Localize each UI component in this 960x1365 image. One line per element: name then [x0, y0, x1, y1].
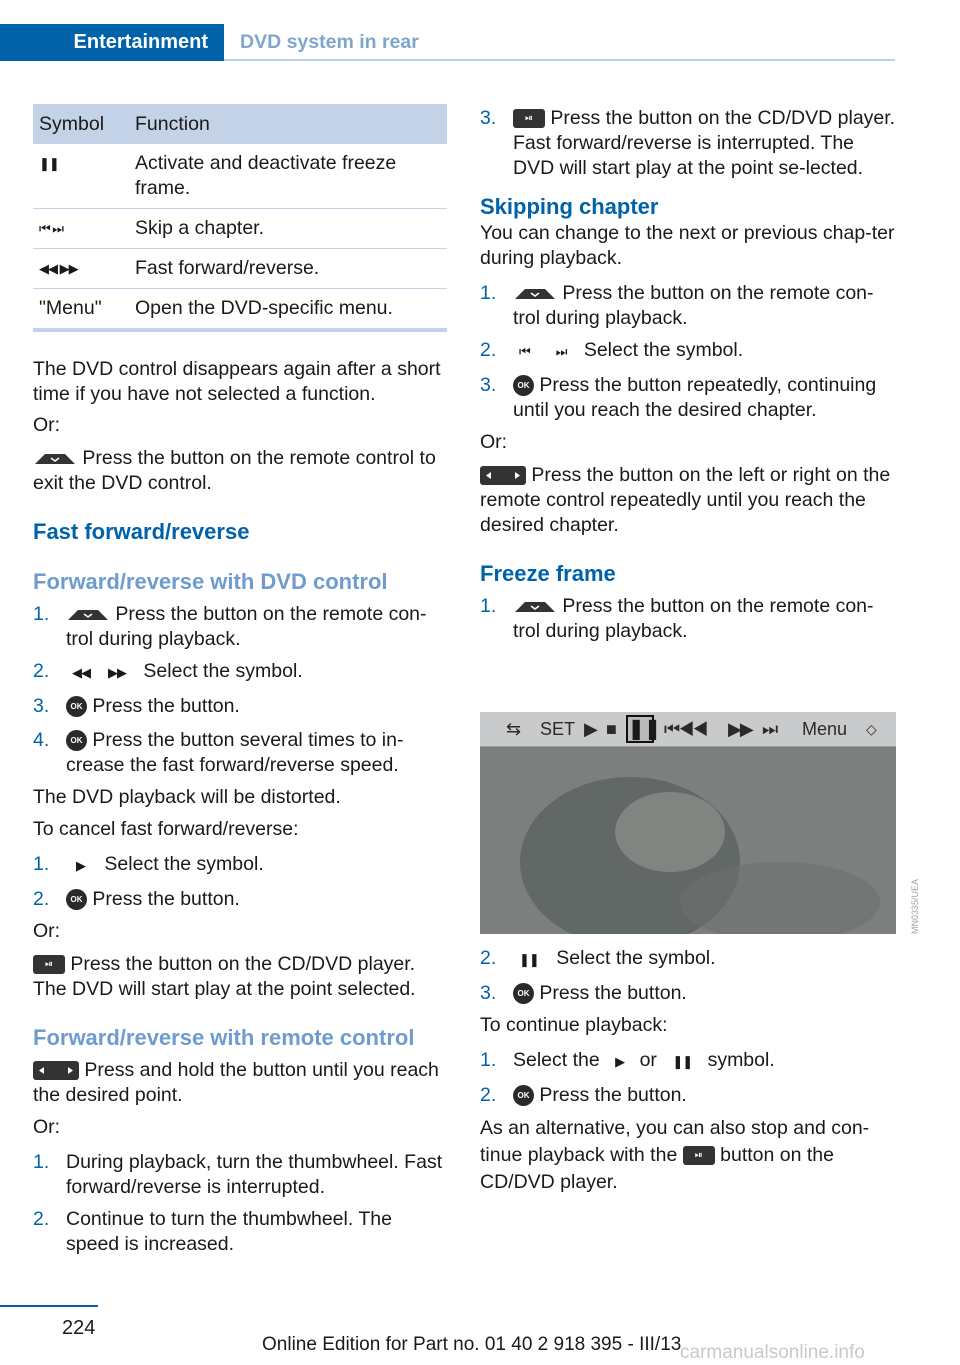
play-pause-button-icon: ⏯: [513, 109, 545, 128]
fast-forward-icon: ▶▶: [728, 719, 752, 739]
list-item-text: symbol.: [707, 1049, 775, 1071]
paragraph-text: Press and hold the button until you reach the desired point.: [33, 1059, 439, 1106]
header-rule: [224, 59, 895, 61]
list-item: 1. Press the button on the remote con‐trol during playback.: [480, 595, 874, 642]
list-item-text: Press the button repeatedly, continuing until you reach the desired chapter.: [513, 374, 877, 421]
list-item: 1. Press the button on the remote con‐trol during playback.: [33, 603, 427, 650]
ok-button-icon: OK: [513, 375, 534, 396]
list-item-text: Press the button.: [539, 1084, 687, 1106]
page-header: [0, 24, 895, 61]
site-watermark: carmanualsonline.info: [680, 1342, 865, 1363]
table-cell: Fast forward/reverse.: [129, 249, 447, 289]
menu-button-icon: [513, 287, 557, 301]
or-text: Or:: [33, 414, 61, 436]
freeze-frame-icon: ❚❚: [33, 144, 129, 209]
left-right-button-icon: [33, 1061, 79, 1080]
list-item-text: Press the button.: [539, 982, 687, 1004]
list-item: 1. ▶ Select the symbol.: [33, 853, 264, 875]
edition-text: Online Edition for Part no. 01 40 2 918 395 - III/13: [262, 1334, 682, 1355]
list-item-text: Select the symbol.: [556, 947, 716, 969]
menu-button-icon: [66, 608, 110, 622]
heading-skipping-chapter: Skipping chapter: [480, 194, 659, 219]
list-item: 1. Select the ▶ or ❚❚ symbol.: [480, 1049, 775, 1071]
play-icon: ▶: [615, 1054, 625, 1069]
or-text: Or:: [480, 431, 508, 453]
table-header-symbol: Symbol: [33, 104, 129, 144]
right-column-lower: [480, 946, 896, 1196]
ok-button-icon: OK: [66, 696, 87, 717]
paragraph: You can change to the next or previous chap‐ter during playback.: [480, 222, 895, 269]
list-item: 3. OK Press the button.: [480, 982, 687, 1004]
left-column: [33, 357, 447, 1257]
list-item-text: Continue to turn the thumbwheel. The speed is increased.: [66, 1208, 392, 1255]
left-right-button-icon: [480, 466, 526, 485]
heading-fast-forward: Fast forward/reverse: [33, 519, 250, 544]
table-cell-symbol: "Menu": [33, 289, 129, 331]
list-item-text: During playback, turn the thumbwheel. Fast forward/reverse is interrupted.: [66, 1151, 443, 1198]
table-cell: Open the DVD-specific menu.: [129, 289, 447, 331]
heading-freeze-frame: Freeze frame: [480, 561, 616, 586]
paragraph-text: As an alternative, you can also stop and con‐tinue playback with the: [480, 1117, 870, 1166]
ok-button-icon: OK: [66, 889, 87, 910]
list-item-text: Select the symbol.: [583, 339, 744, 361]
list-item: 1. During playback, turn the thumbwheel. Fast forward/reverse is interrupted.: [33, 1151, 443, 1198]
list-item-text: Select the symbol.: [143, 660, 303, 682]
list-item: 3. OK Press the button repeatedly, continuing until you reach the desired chapter.: [480, 374, 877, 421]
paragraph: The DVD playback will be distorted.: [33, 786, 341, 808]
or-text: Or:: [33, 920, 61, 942]
table-header-row: [33, 104, 447, 144]
skip-forward-icon: ⏭: [555, 344, 567, 359]
return-icon: ⇆: [506, 719, 522, 739]
list-item: 2. OK Press the button.: [480, 1084, 687, 1106]
paragraph-text: button on the CD/DVD player.: [480, 1144, 834, 1193]
menu-label: Menu: [802, 719, 848, 739]
list-item-text: Press the button on the remote con‐trol during playback.: [66, 603, 427, 650]
table-cell: Skip a chapter.: [129, 209, 447, 249]
pause-icon: ❚❚: [672, 1054, 693, 1069]
table-header-function: Function: [129, 104, 447, 144]
list-item: 2. ◀◀ ▶▶ Select the symbol.: [33, 660, 303, 682]
footer-rule: [0, 1305, 98, 1307]
ok-button-icon: OK: [513, 983, 534, 1004]
or-text: Or:: [33, 1116, 61, 1138]
play-pause-button-icon: ⏯: [33, 955, 65, 974]
skip-chapter-icon: ⏮ ⏭: [33, 209, 129, 249]
subsection-title: DVD system in rear: [240, 31, 419, 53]
list-item-text: or: [639, 1049, 657, 1071]
list-item: 3. ⏯ Press the button on the CD/DVD player. Fast forward/reverse is interrupted. The DVD will start play at the point se‐lected.: [480, 107, 896, 179]
paragraph: To continue playback:: [480, 1014, 668, 1036]
list-item: 4. OK Press the button several times to in‐crease the fast forward/reverse speed.: [33, 729, 404, 776]
paragraph-text: Press the button on the CD/DVD player. The DVD will start play at the point selected.: [33, 953, 416, 1000]
ok-button-icon: OK: [513, 1085, 534, 1106]
list-item-text: Press the button on the remote con‐trol during playback.: [513, 282, 874, 329]
skip-back-icon: ⏮◀◀: [664, 719, 707, 739]
list-item: 1. Press the button on the remote con‐trol during playback.: [480, 282, 874, 329]
list-item-text: Press the button several times to in‐crease the fast forward/reverse speed.: [66, 729, 404, 776]
fast-forward-icon: ▶▶: [108, 665, 126, 680]
list-item-text: Press the button.: [92, 695, 240, 717]
stop-icon: ■: [606, 719, 617, 739]
play-pause-button-icon: ⏯: [683, 1146, 715, 1165]
list-item-text: Press the button.: [92, 888, 240, 910]
dvd-screen-image: [480, 712, 896, 934]
list-item-text: Press the button on the remote con‐trol during playback.: [513, 595, 874, 642]
paragraph-text: Press the button on the left or right on the remote control repeatedly until you reach the desired chapter.: [480, 464, 891, 536]
fast-forward-reverse-icon: ◀◀ ▶▶: [33, 249, 129, 289]
table-row: [33, 289, 447, 331]
paragraph: To cancel fast forward/reverse:: [33, 818, 299, 840]
paragraph: [480, 1115, 896, 1196]
pause-icon: ❚❚: [519, 952, 539, 967]
play-icon: ▶: [584, 719, 598, 739]
play-icon: ▶: [76, 858, 85, 873]
paragraph: [33, 952, 447, 1002]
table-row: [33, 209, 447, 249]
list-item: 3. OK Press the button.: [33, 695, 240, 717]
table-row: [33, 144, 447, 209]
heading-remote-control: Forward/reverse with remote control: [33, 1025, 415, 1050]
table-row: [33, 249, 447, 289]
paragraph: The DVD control disappears again after a short time if you have not selected a function.: [33, 358, 441, 405]
paragraph-text: Press the button on the remote control to exit the DVD control.: [33, 447, 436, 494]
set-label: SET: [540, 719, 576, 739]
page-number: 224: [62, 1317, 96, 1339]
menu-button-icon: [33, 452, 77, 466]
list-item-text: Select the: [513, 1049, 600, 1071]
dvd-control-bar: [480, 712, 896, 747]
list-item: 2. ❚❚ Select the symbol.: [480, 947, 716, 969]
rewind-icon: ◀◀: [72, 665, 90, 680]
paragraph: [33, 1058, 447, 1108]
pause-icon: ❚❚: [626, 715, 654, 743]
skip-forward-icon: ⏭: [762, 719, 777, 739]
symbol-table: [33, 104, 447, 332]
section-title: Entertainment: [0, 24, 224, 61]
ok-button-icon: OK: [66, 730, 87, 751]
right-column: [480, 106, 896, 644]
list-item: 2. Continue to turn the thumbwheel. The speed is increased.: [33, 1208, 392, 1255]
list-item-text: Press the button on the CD/DVD player. Fast forward/reverse is interrupted. The DVD will start play at the point se‐lected.: [513, 107, 896, 179]
paragraph: [33, 446, 447, 496]
list-item-text: Select the symbol.: [104, 853, 264, 875]
menu-button-icon: [513, 600, 557, 614]
table-cell: Activate and deactivate freeze frame.: [129, 144, 447, 209]
controller-icon: ◇: [866, 721, 877, 737]
skip-back-icon: ⏮: [519, 344, 530, 359]
image-code: MN0335/UEA: [910, 878, 920, 934]
heading-dvd-control: Forward/reverse with DVD control: [33, 569, 388, 594]
paragraph: [480, 463, 896, 538]
list-item: 2. ⏮ ⏭ Select the symbol.: [480, 339, 744, 361]
list-item: 2. OK Press the button.: [33, 888, 240, 910]
